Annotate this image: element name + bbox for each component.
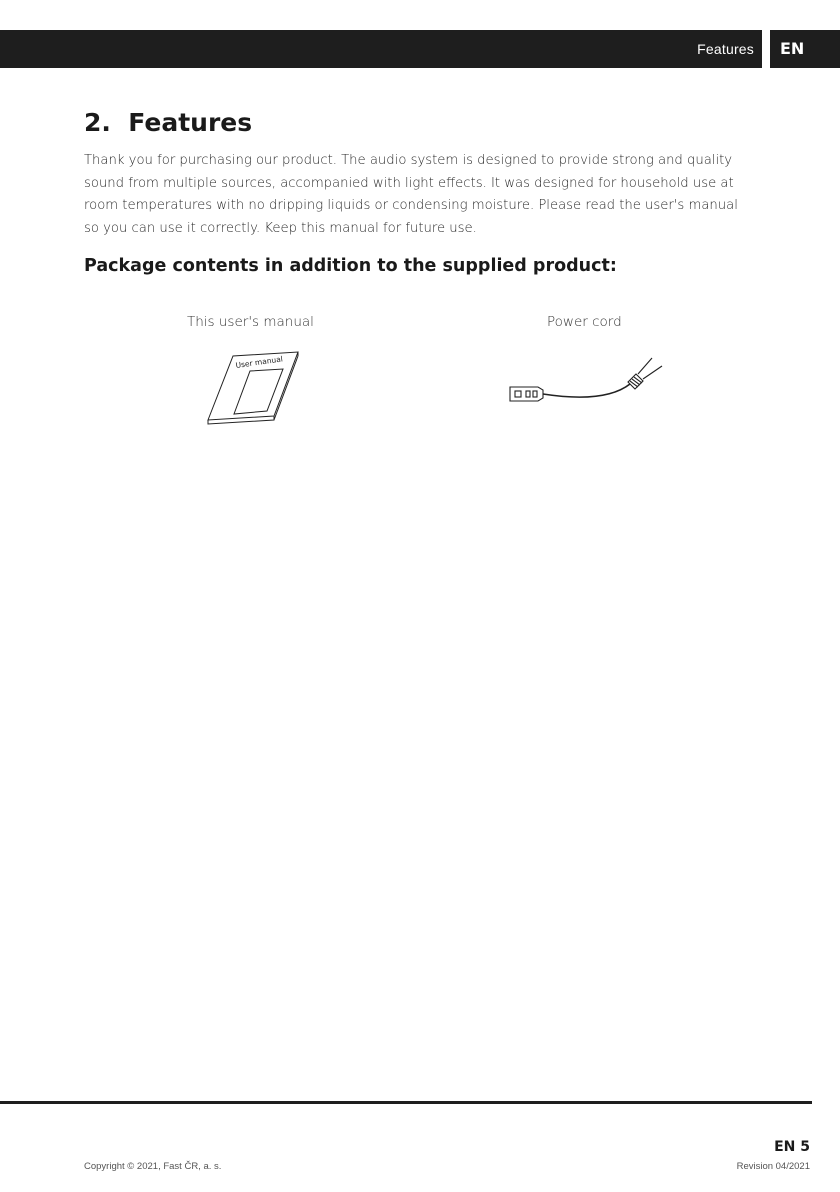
page-title: 2. Features xyxy=(84,108,253,137)
language-label: EN xyxy=(780,39,805,58)
copyright-text: Copyright © 2021, Fast ČR, a. s. xyxy=(84,1161,222,1172)
intro-paragraph: Thank you for purchasing our product. The audio system is designed to provide strong and quality sound from multiple sources, accompanied with light effects. It was designed for household use at room temperatures with no dripping liquids or condensing moisture. Please read the user's manual so you can use it correctly. Keep this manual for future use. xyxy=(84,153,738,236)
item-label-manual: This user's manual xyxy=(187,314,314,330)
header-bar xyxy=(0,30,762,68)
manual-cover-text: User manual xyxy=(235,354,284,370)
language-badge xyxy=(770,30,840,68)
footer-divider xyxy=(0,1101,812,1104)
header-section-title: Features xyxy=(697,41,754,57)
power-cord-icon xyxy=(502,348,672,408)
manual-icon xyxy=(200,348,310,430)
item-label-power-cord: Power cord xyxy=(547,314,622,330)
package-contents-heading: Package contents in addition to the supplied product: xyxy=(84,256,617,276)
page-number: EN 5 xyxy=(774,1139,810,1155)
revision-text: Revision 04/2021 xyxy=(736,1161,810,1172)
